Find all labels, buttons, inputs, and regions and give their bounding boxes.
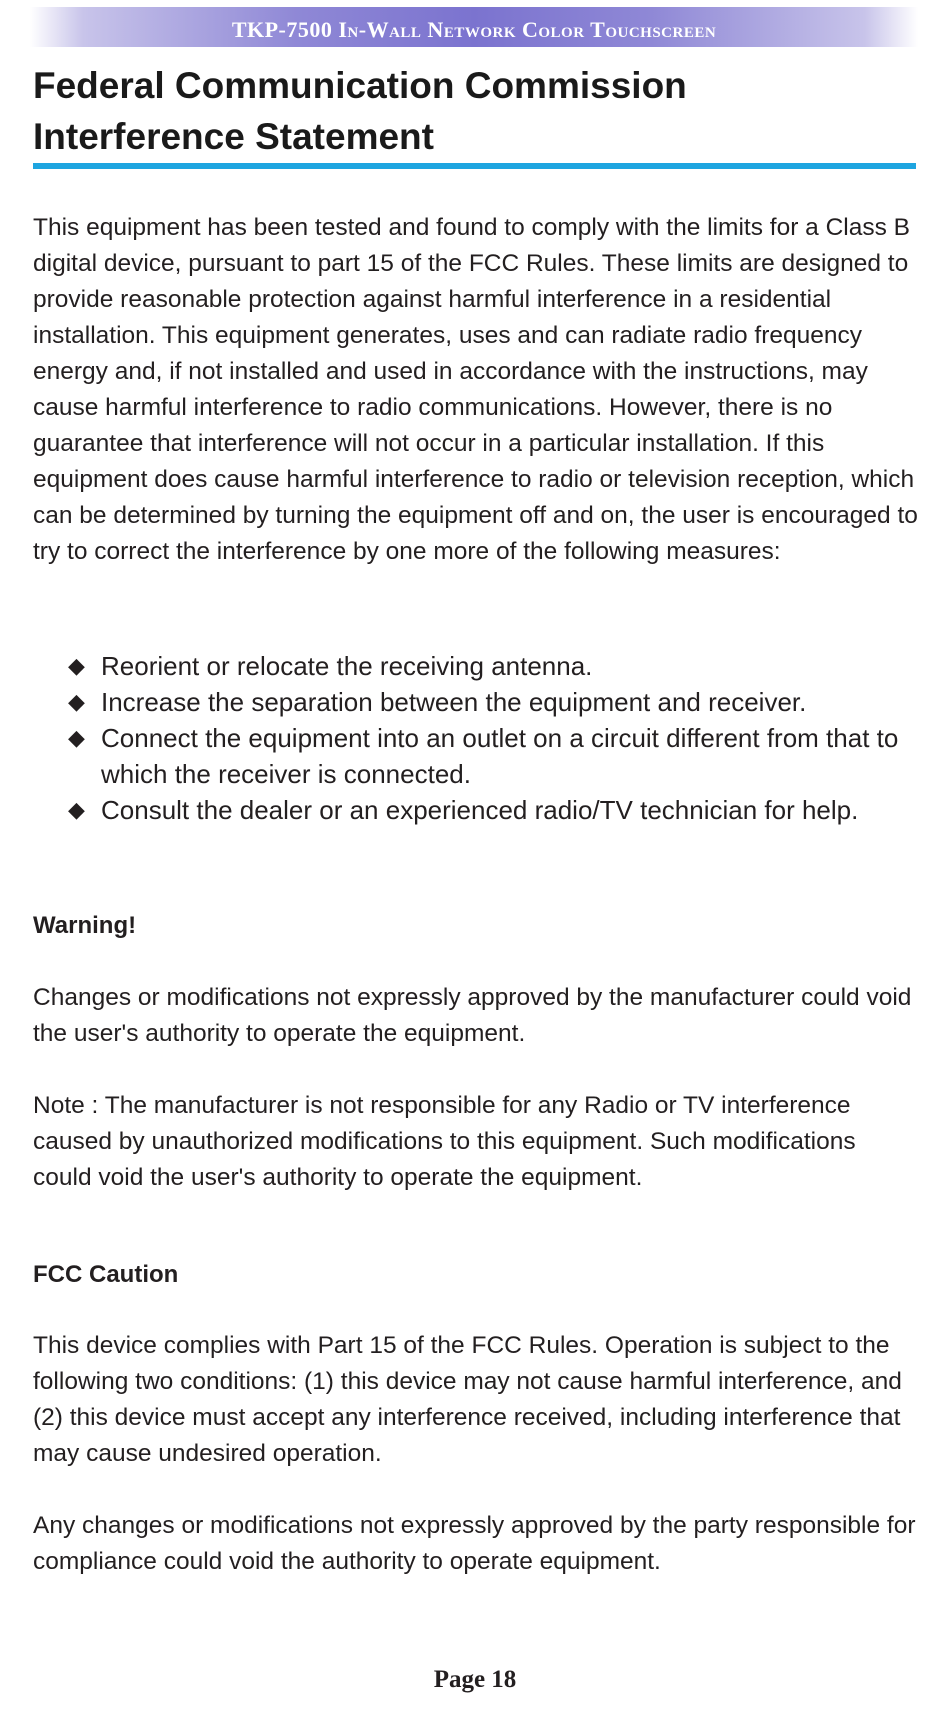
- fcc-caution-paragraph: This device complies with Part 15 of the FCC Rules. Operation is subject to the following two conditions: (1) this device may not cause harmful interference, and (2) this device must accept any interference received, including interference that may cause undesired operation.: [33, 1332, 902, 1467]
- note-paragraph: Note : The manufacturer is not responsible for any Radio or TV interference caused by unauthorized modifications to this equipment. Such modifications could void the user's authority to operate the equipment.: [33, 1092, 856, 1191]
- list-item: [68, 684, 918, 720]
- page-title: [33, 60, 913, 162]
- list-item-text: Consult the dealer or an experienced radio/TV technician for help.: [101, 795, 859, 825]
- warning-heading: Warning!: [33, 912, 137, 939]
- diamond-bullet-icon: ◆: [68, 689, 85, 714]
- diamond-bullet-icon: ◆: [68, 725, 85, 750]
- warning-paragraph: Changes or modifications not expressly approved by the manufacturer could void the user's authority to operate the equipment.: [33, 984, 912, 1047]
- list-item-text: Increase the separation between the equipment and receiver.: [101, 687, 807, 717]
- list-item-text: Connect the equipment into an outlet on a circuit different from that to which the receiver is connected.: [101, 723, 899, 789]
- diamond-bullet-icon: ◆: [68, 653, 85, 678]
- page-title-line-1: Federal Communication Commission: [33, 65, 687, 106]
- list-item: [68, 720, 918, 792]
- diamond-bullet-icon: ◆: [68, 797, 85, 822]
- list-item: [68, 792, 918, 828]
- page-title-line-2: Interference Statement: [33, 116, 434, 157]
- list-item: [68, 648, 918, 684]
- fcc-caution-heading: FCC Caution: [33, 1261, 179, 1288]
- list-item-text: Reorient or relocate the receiving antenna.: [101, 651, 593, 681]
- changes-paragraph: Any changes or modifications not expressly approved by the party responsible for compliance could void the authority to operate equipment.: [33, 1512, 916, 1575]
- measures-list: [68, 648, 918, 828]
- page-number: Page 18: [433, 1666, 517, 1693]
- header-title: TKP-7500 In-Wall Network Color Touchscreen: [231, 17, 717, 42]
- title-underline-rule: [33, 163, 916, 169]
- intro-paragraph: This equipment has been tested and found to comply with the limits for a Class B digital device, pursuant to part 15 of the FCC Rules. These limits are designed to provide reasonable protection against harmful interference in a residential installation. This equipment generates, uses and can radiate radio frequency energy and, if not installed and used in accordance with the instructions, may cause harmful interference to radio communications. However, there is no guarantee that interference will not occur in a particular installation. If this equipment does cause harmful interference to radio or television reception, which can be determined by turning the equipment off and on, the user is encouraged to try to correct the interference by one more of the following measures:: [33, 214, 918, 565]
- header-banner: [30, 7, 918, 47]
